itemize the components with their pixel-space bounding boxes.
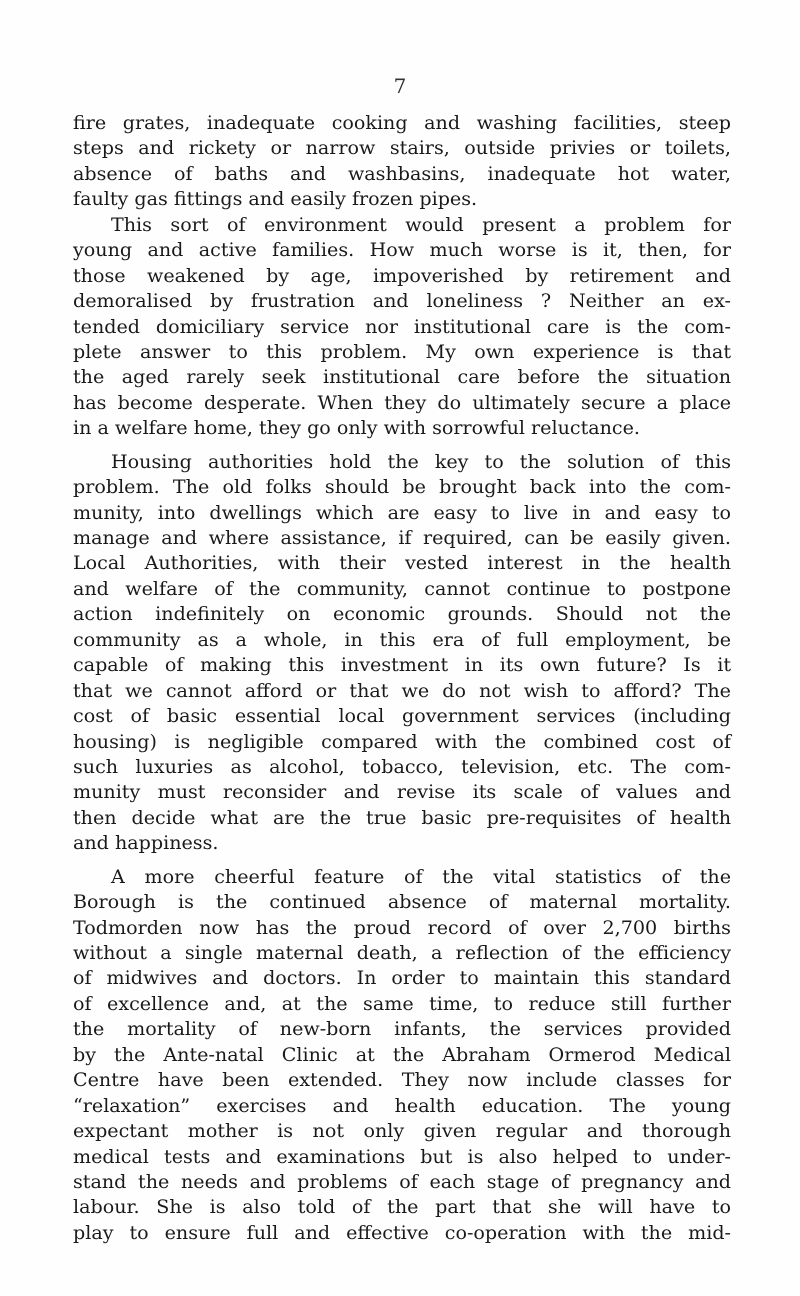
text-line: the aged rarely seek institutional care before the situation [73, 365, 731, 389]
text-line: Todmorden now has the proud record of over 2,700 births [73, 915, 731, 939]
text-line: has become desperate. When they do ultimately secure a place [73, 390, 731, 414]
text-line: steps and rickety or narrow stairs, outside privies or toilets, [73, 136, 731, 160]
text-line: play to ensure full and effective co-operation with the mid- [73, 1220, 731, 1244]
text-line: housing) is negligible compared with the combined cost of [73, 729, 731, 753]
text-line: problem. The old folks should be brought back into the com- [73, 475, 731, 499]
text-line: that we cannot afford or that we do not wish to afford? The [73, 678, 731, 702]
text-line: fire grates, inadequate cooking and washing facilities, steep [73, 111, 731, 134]
text-line: such luxuries as alcohol, tobacco, television, etc. The com- [73, 754, 731, 778]
text-line: stand the needs and problems of each stage of pregnancy and [73, 1169, 731, 1193]
text-line: cost of basic essential local government services (including [73, 704, 731, 728]
paragraph [73, 864, 731, 1246]
text-line: by the Ante-natal Clinic at the Abraham Ormerod Medical [73, 1042, 731, 1066]
text-line: Local Authorities, with their vested interest in the health [73, 551, 731, 575]
text-line: without a single maternal death, a reflection of the efficiency [73, 941, 731, 964]
text-line: capable of making this investment in its own future? Is it [73, 653, 731, 677]
text-line: plete answer to this problem. My own experience is that [73, 339, 731, 363]
text-line: labour. She is also told of the part that she will have to [73, 1195, 731, 1219]
text-line: munity, into dwellings which are easy to live in and easy to [73, 500, 731, 524]
text-line: in a welfare home, they go only with sorrowful reluctance. [73, 416, 640, 440]
text-line: the mortality of new-born infants, the services provided [73, 1017, 731, 1041]
text-line: absence of baths and washbasins, inadequate hot water, [73, 161, 731, 185]
text-line: and happiness. [73, 831, 219, 855]
text-line: expectant mother is not only given regular and thorough [73, 1119, 731, 1143]
body-text [73, 110, 731, 1245]
text-line: then decide what are the true basic pre-requisites of health [73, 805, 731, 829]
text-line: those weakened by age, impoverished by retirement and [73, 263, 731, 287]
paragraph-gap [73, 856, 731, 864]
paragraph [73, 449, 731, 856]
paragraph-gap [73, 441, 731, 449]
text-line: demoralised by frustration and loneliness ? Neither an ex- [73, 289, 731, 313]
text-line: action indefinitely on economic grounds. Should not the [73, 602, 731, 626]
text-line: of midwives and doctors. In order to maintain this standard [73, 966, 731, 990]
paragraph [73, 110, 731, 212]
text-line: “relaxation” exercises and health education. The young [73, 1093, 731, 1117]
text-line: This sort of environment would present a problem for [111, 212, 731, 236]
text-line: faulty gas fittings and easily frozen pipes. [73, 187, 478, 211]
text-line: tended domiciliary service nor institutional care is the com- [73, 314, 731, 338]
text-line: munity must reconsider and revise its scale of values and [73, 780, 731, 804]
page-number: 7 [393, 74, 407, 98]
text-line: young and active families. How much worse is it, then, for [73, 238, 731, 262]
text-line: of excellence and, at the same time, to reduce still further [73, 991, 731, 1015]
text-line: A more cheerful feature of the vital statistics of the [111, 864, 731, 888]
text-line: manage and where assistance, if required, can be easily given. [73, 526, 731, 549]
text-line: community as a whole, in this era of full employment, be [73, 627, 731, 651]
text-line: medical tests and examinations but is also helped to under- [73, 1144, 731, 1168]
text-line: Borough is the continued absence of maternal mortality. [73, 890, 731, 914]
text-line: Housing authorities hold the key to the solution of this [111, 449, 731, 473]
paragraph [73, 212, 731, 441]
text-line: and welfare of the community, cannot continue to postpone [73, 576, 731, 600]
text-line: Centre have been extended. They now include classes for [73, 1068, 731, 1092]
